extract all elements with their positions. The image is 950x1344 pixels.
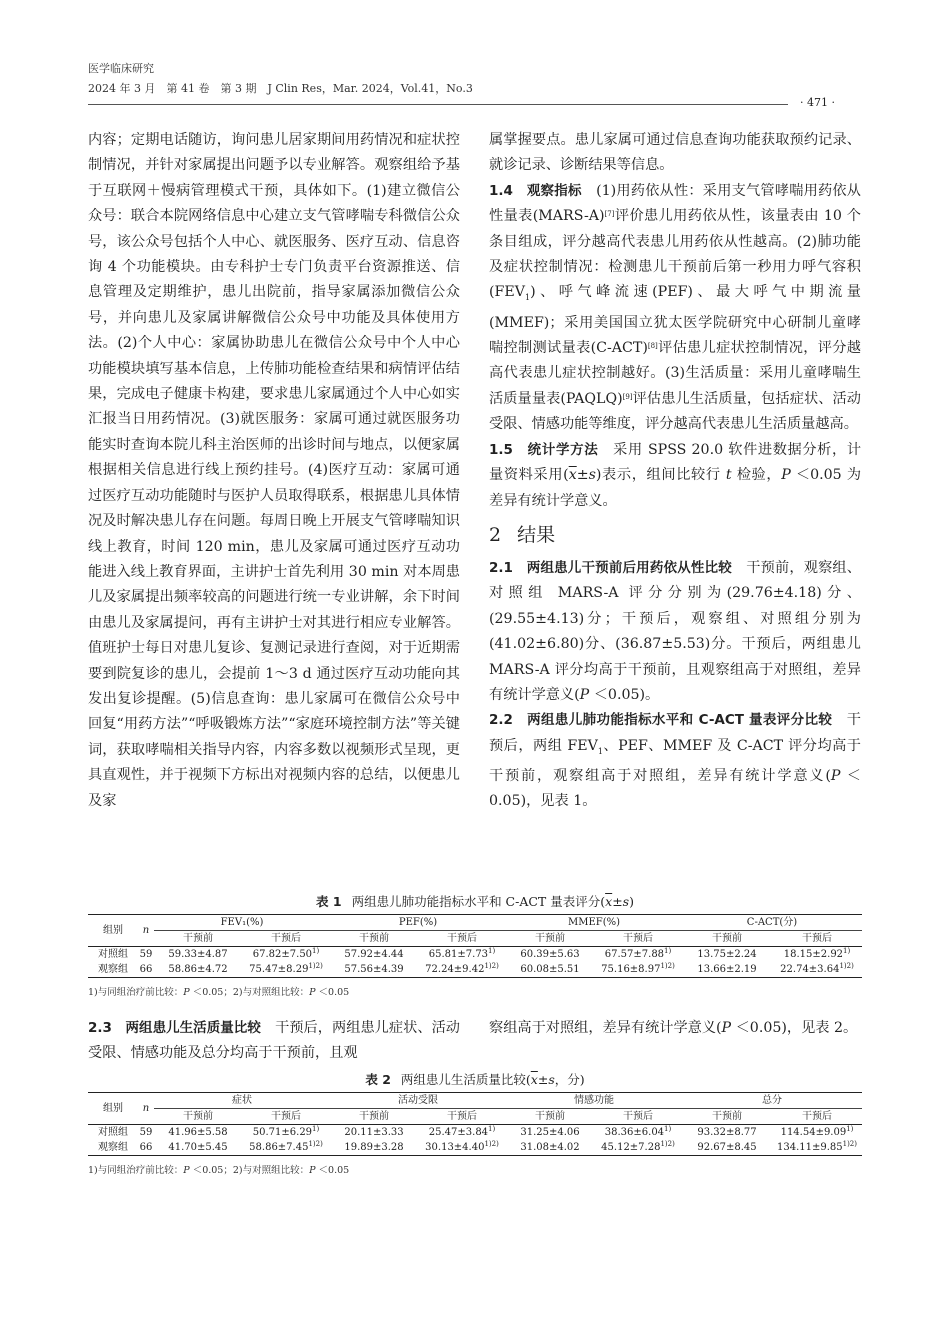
right-continuation: 属掌握要点。患儿家属可通过信息查询功能获取预约记录、就诊记录、诊断结果等信息。 <box>489 132 861 174</box>
col-group: 组别 <box>88 915 138 947</box>
table2-note: 1)与同组治疗前比较：P ＜0.05；2)与对照组比较：P ＜0.05 <box>88 1165 350 1176</box>
section-1-5-heading: 1.5 统计学方法 <box>489 441 599 458</box>
section-2-1-heading: 2.1 两组患儿干预前后用药依从性比较 <box>489 559 732 576</box>
left-column <box>88 128 460 814</box>
sub-after: 干预后 <box>242 931 330 947</box>
head-pef: PEF(%) <box>330 915 506 931</box>
page-number: · 471 · <box>800 96 835 109</box>
sub-after: 干预后 <box>772 931 862 947</box>
table2-caption: 表 2 两组患儿生活质量比较($\overline{x}\pm s$，分) <box>365 1072 585 1087</box>
section-2-3-heading: 2.3 两组患儿生活质量比较 <box>88 1020 261 1036</box>
sub-after: 干预后 <box>242 1109 330 1125</box>
head-activity: 活动受限 <box>330 1093 506 1109</box>
col-n: n <box>142 1103 150 1114</box>
ref-9: [9] <box>622 392 633 401</box>
section-2-heading: 2 结果 <box>489 523 556 546</box>
issue-line: 2024 年 3 月 第 41 卷 第 3 期 J Clin Res，Mar. 2024，Vol.41，No.3 <box>88 82 473 95</box>
sub-before: 干预前 <box>682 1109 772 1125</box>
table-row: 观察组 66 41.70±5.45 $58.86\pm 7.45^{1)2)}$ 19.89±3.28 $30.13\pm 4.40^{1)2)}$ 31.08±4.02 $45.12\pm 7.28^{1)2)}$ 92.67±8.45 $134.11\pm 9.85^{1)2)}$ <box>88 1140 862 1156</box>
section-2-3-right: 察组高于对照组，差异有统计学意义(P ＜0.05)，见表 2。 <box>489 1020 858 1036</box>
sub-after: 干预后 <box>418 1109 506 1125</box>
ref-8: [8] <box>647 342 658 351</box>
table-row: 对照组 59 59.33±4.87 $67.82\pm 7.50^{1)}$ 57.92±4.44 $65.81\pm 7.73^{1)}$ 60.39±5.63 $67.57\pm 7.88^{1)}$ 13.75±2.24 $18.15\pm 2.92^{1)}$ <box>98 947 851 960</box>
head-symptom: 症状 <box>154 1093 330 1109</box>
col-group: 组别 <box>88 1093 138 1125</box>
sub-after: 干预后 <box>772 1109 862 1125</box>
table1-caption: 表 1 两组患儿肺功能指标水平和 C-ACT 量表评分$(\overline{x}\pm s)$ <box>316 894 634 909</box>
table1-note: 1)与同组治疗前比较：P ＜0.05；2)与对照组比较：P ＜0.05 <box>88 987 350 998</box>
sub-before: 干预前 <box>154 931 242 947</box>
sub-before: 干预前 <box>330 931 418 947</box>
sub-after: 干预后 <box>594 931 682 947</box>
right-column <box>489 128 861 815</box>
section-1-4-heading: 1.4 观察指标 <box>489 182 582 199</box>
sub-after: 干预后 <box>594 1109 682 1125</box>
sub-after: 干预后 <box>418 931 506 947</box>
section-1-4: 1.4 观察指标 (1)用药依从性：采用支气管哮喘用药依从性量表(MARS-A)[7]评价患儿用药依从性，该量表由 10 个条目组成，评分越高代表患儿用药依从性越高。(2)肺功能及症状控制情况：检测患儿干预前后第一秒用力呼气容积$(FEV_1)$、呼气峰流速(PEF)、最大呼气中期流量(MMEF)；采用美国国立犹太医学院研究中心研制儿童哮喘控制测试量表(C-ACT)[8]评估患儿症状控制情况，评分越高代表患儿症状控制越好。(3)生活质量：采用儿童哮喘生活质量量表(PAQLQ)[9]评估患儿生活质量，包括症状、活动受限、情感功能等维度，评分越高代表患儿生活质量越高。 <box>489 182 861 433</box>
sub-before: 干预前 <box>154 1109 242 1125</box>
section-1-5: 1.5 统计学方法 采用 SPSS 20.0 软件进数据分析，计量资料采用$(\overline{x}\pm s)$表示，组间比较行 t 检验，P ＜0.05 为差异有统计学意义。 <box>489 441 862 509</box>
header-rule <box>88 104 788 105</box>
journal-name: 医学临床研究 <box>88 62 154 75</box>
ref-7: [7] <box>604 210 615 219</box>
sub-before: 干预前 <box>330 1109 418 1125</box>
table-row: 观察组 66 58.86±4.72 $75.47\pm 8.29^{1)2)}$ 57.56±4.39 $72.24\pm 9.42^{1)2)}$ 60.08±5.51 $75.16\pm 8.97^{1)2)}$ 13.66±2.19 $22.74\pm 3.64^{1)2)}$ <box>88 962 862 978</box>
head-fev1: FEV₁(%) <box>154 915 330 931</box>
section-2-2: 2.2 两组患儿肺功能指标水平和 C-ACT 量表评分比较 干预后，两组 $FEV_1$、PEF、MMEF 及 C-ACT 评分均高于干预前，观察组高于对照组，差异有统计学意义(P ＜0.05)，见表 1。 <box>489 712 861 810</box>
sub-before: 干预前 <box>682 931 772 947</box>
sub-before: 干预前 <box>506 931 594 947</box>
head-total: 总分 <box>682 1093 862 1109</box>
sub-before: 干预前 <box>506 1109 594 1125</box>
section-2-3-left: 2.3 两组患儿生活质量比较 干预后，两组患儿症状、活动受限、情感功能及总分均高于干预前，且观 <box>88 1020 460 1062</box>
table2 <box>88 1092 862 1156</box>
table1 <box>88 914 862 978</box>
left-paragraph: 内容；定期电话随访，询问患儿居家期间用药情况和症状控制情况，并针对家属提出问题予以专业解答。观察组给予基于互联网＋慢病管理模式干预，具体如下。(1)建立微信公众号：联合本院网络信息中心建立支气管哮喘专科微信公众号，该公众号包括个人中心、就医服务、医疗互动、信息咨询 4 个功能模块。由专科护士专门负责平台资源推送、信息管理及定期维护，患儿出院前，指导家属添加微信公众号，并向患儿及家属讲解微信公众号中功能及具体使用方法。(2)个人中心：家属协助患儿在微信公众号中个人中心功能模块填写基本信息，上传肺功能检查结果和病情评估结果，完成电子健康卡构建，要求患儿家属通过个人中心如实汇报当日用药情况。(3)就医服务：家属可通过就医服务功能实时查询本院儿科主治医师的出诊时间与地点，以便家属根据相关信息进行线上预约挂号。(4)医疗互动：家属可通过医疗互动功能随时与医护人员取得联系，根据患儿具体情况及时解决患儿存在问题。每周日晚上开展支气管哮喘知识线上教育，时间 120 min，患儿及家属可通过医疗互动功能进入线上教育界面，主讲护士首先利用 30 min 对本周患儿及家属提出频率较高的问题进行统一专业讲解，余下时间由患儿及家属提问，再有主讲护士对其进行相应专业解答。值班护士每日对患儿复诊、复测记录进行查阅，对于近期需要到院复诊的患儿，会提前 1～3 d 通过医疗互动功能向其发出复诊提醒。(5)信息查询：患儿家属可在微信公众号中回复“用药方法”“呼吸锻炼方法”“家庭环境控制方法”等关键词，获取哮喘相关指导内容，内容多数以视频形式呈现，更具直观性，并于视频下方标出对视频内容的总结，以便患儿及家 <box>88 132 460 809</box>
head-cact: C-ACT(分) <box>682 915 862 931</box>
section-2-2-heading: 2.2 两组患儿肺功能指标水平和 C-ACT 量表评分比较 <box>489 712 833 729</box>
head-mmef: MMEF(%) <box>506 915 682 931</box>
table-row: 对照组 59 41.96±5.58 $50.71\pm 6.29^{1)}$ 20.11±3.33 $25.47\pm 3.84^{1)}$ 31.25±4.06 $38.36\pm 6.04^{1)}$ 93.32±8.77 $114.54\pm 9.09^{1)}$ <box>98 1125 854 1138</box>
section-2-1: 2.1 两组患儿干预前后用药依从性比较 干预前，观察组、对照组 MARS-A 评分分别为(29.76±4.18)分、(29.55±4.13)分；干预后，观察组、对照组分别为(41.02±6.80)分、(36.87±5.53)分。干预后，两组患儿 MARS-A 评分均高于干预前，且观察组高于对照组，差异有统计学意义(P ＜0.05)。 <box>489 559 861 703</box>
col-n: n <box>142 925 150 936</box>
head-emotion: 情感功能 <box>506 1093 682 1109</box>
